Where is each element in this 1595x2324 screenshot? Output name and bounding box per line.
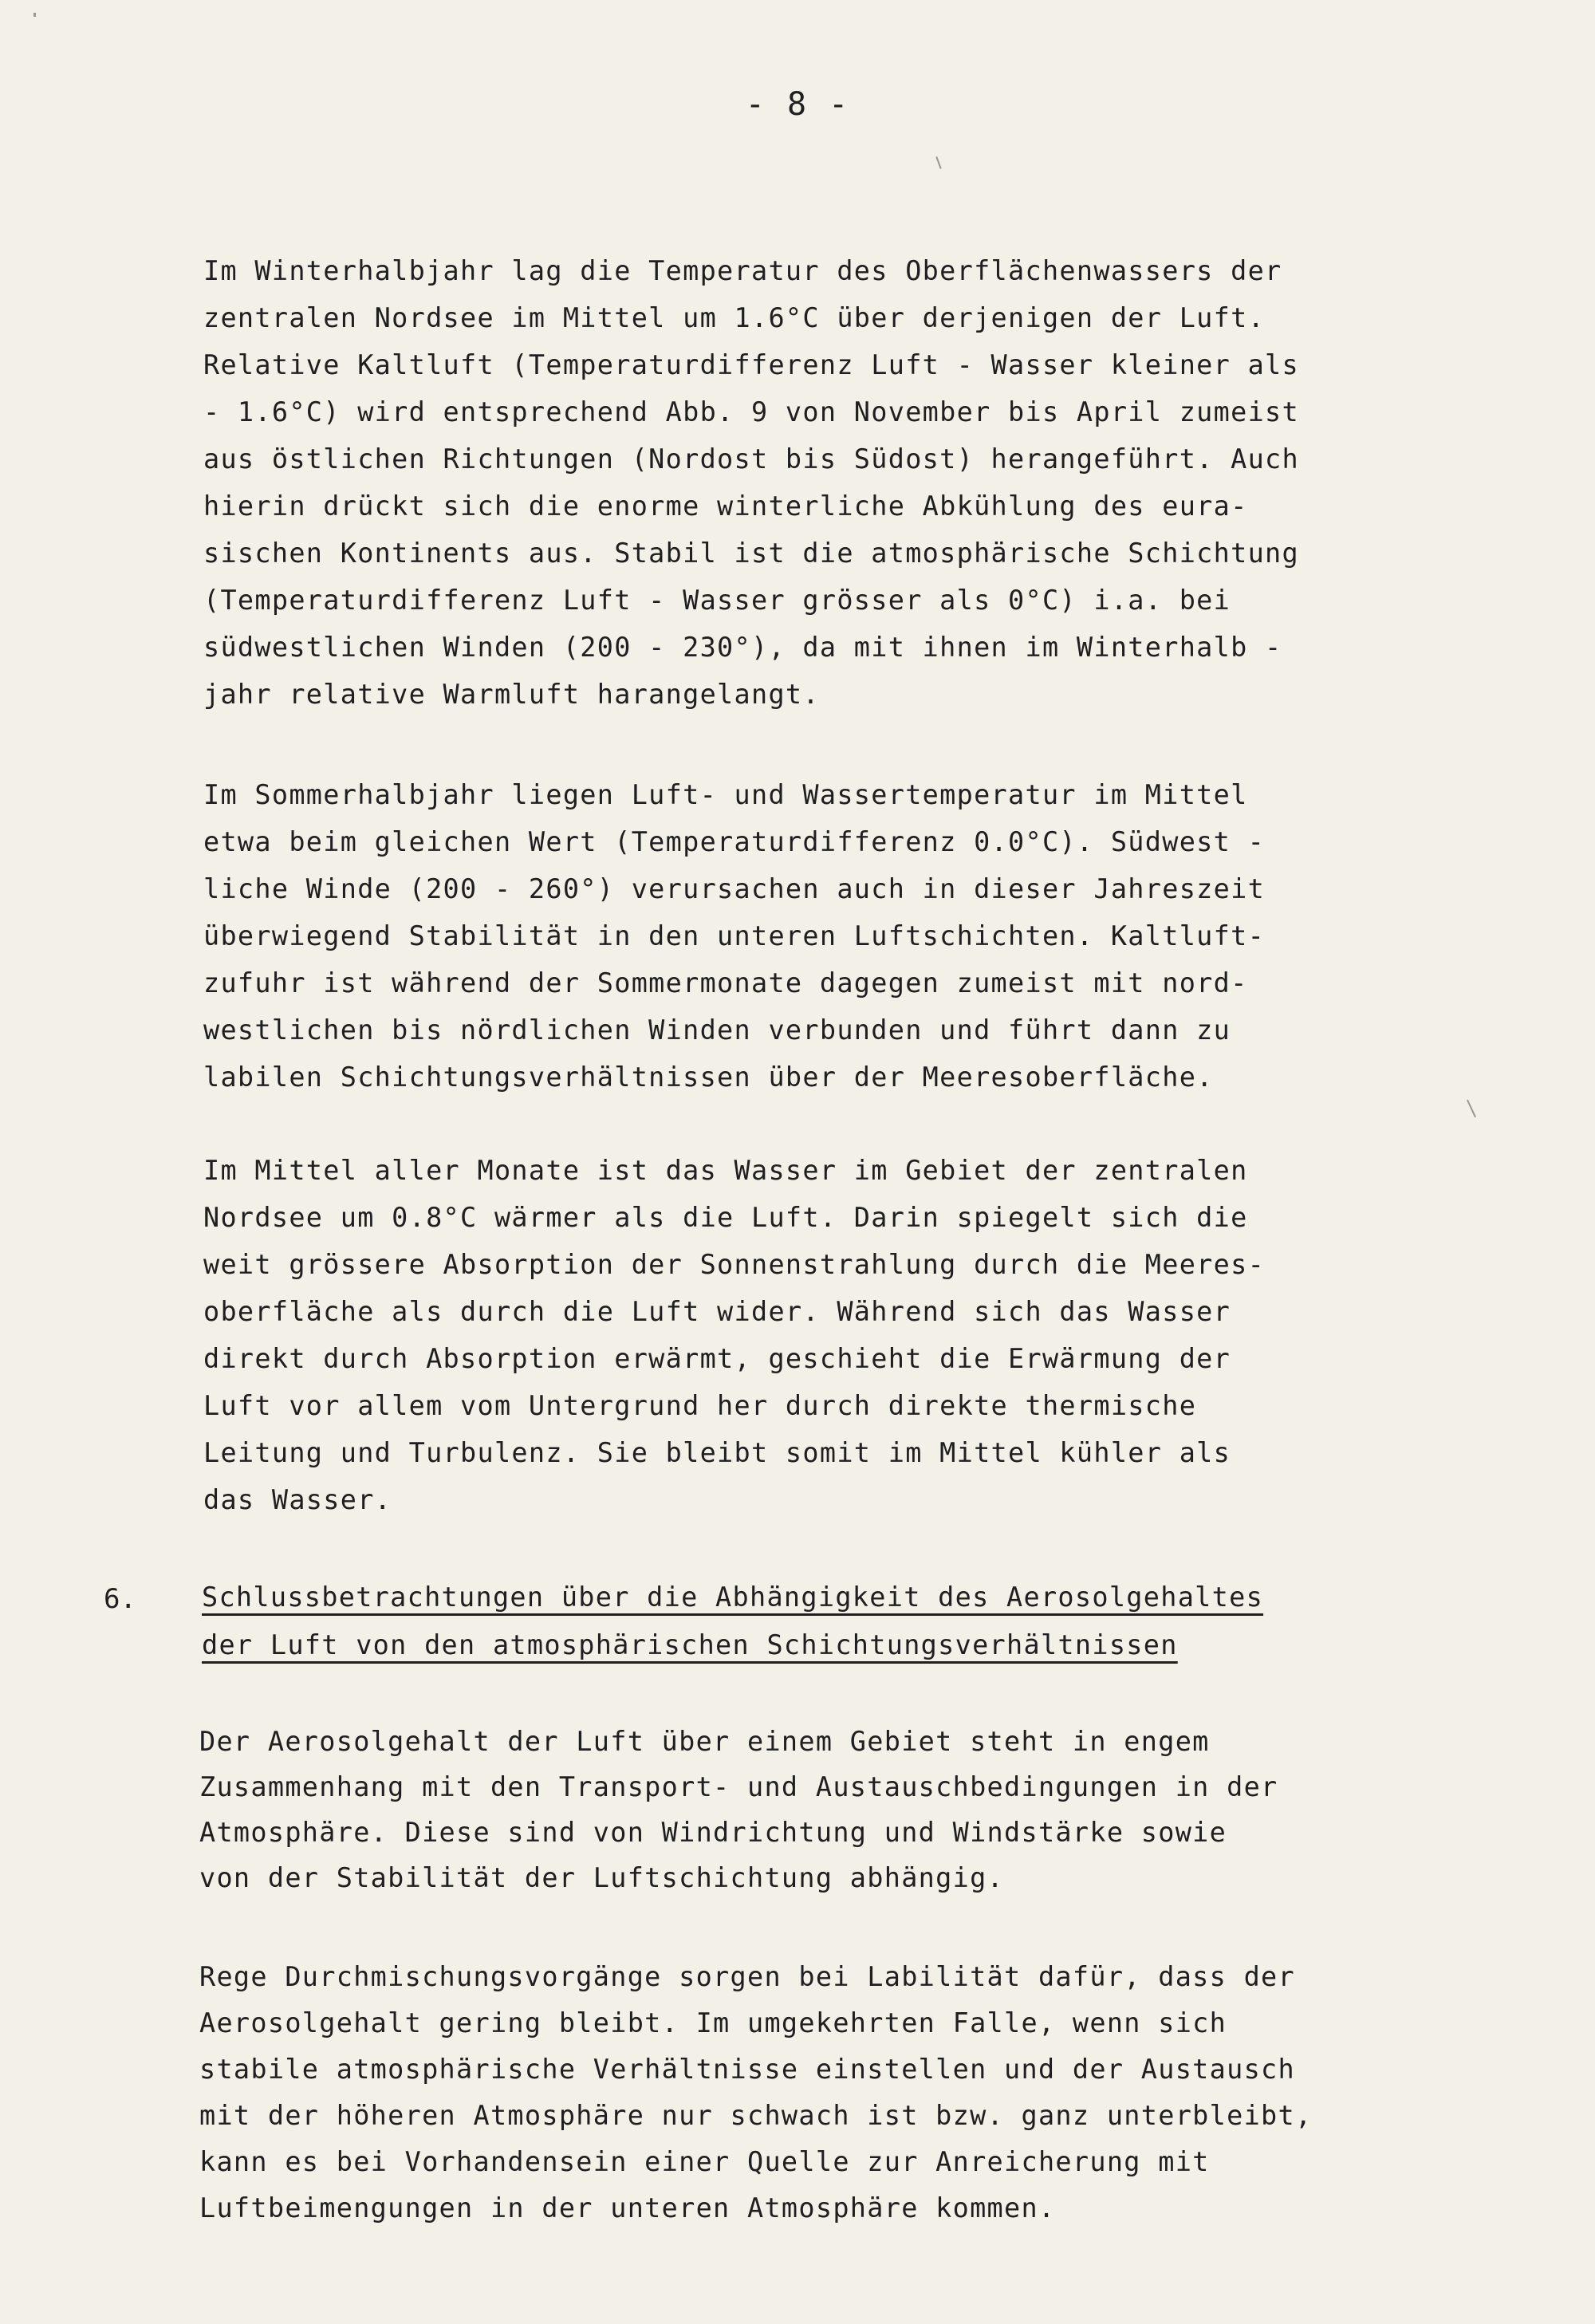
scan-mark [935,156,941,169]
section-heading-line: der Luft von den atmosphärischen Schichtungsverhältnissen [202,1629,1178,1660]
text-line: oberfläche als durch die Luft wider. Während sich das Wasser [203,1296,1231,1327]
text-line: Im Mittel aller Monate ist das Wasser im Gebiet der zentralen [203,1155,1248,1186]
text-line: zentralen Nordsee im Mittel um 1.6°C über derjenigen der Luft. [203,302,1266,333]
paragraph-mixing [199,1954,1443,2231]
text-line: südwestlichen Winden (200 - 230°), da mit ihnen im Winterhalb - [203,632,1282,663]
text-line: labilen Schichtungsverhältnissen über der Meeresoberfläche. [203,1062,1214,1093]
text-line: Nordsee um 0.8°C wärmer als die Luft. Darin spiegelt sich die [203,1202,1248,1233]
text-line: Aerosolgehalt gering bleibt. Im umgekehrten Falle, wenn sich [199,2007,1227,2038]
text-line: aus östlichen Richtungen (Nordost bis Südost) herangeführt. Auch [203,443,1299,475]
text-line: Leitung und Turbulenz. Sie bleibt somit im Mittel kühler als [203,1437,1231,1468]
text-line: - 1.6°C) wird entsprechend Abb. 9 von November bis April zumeist [203,396,1299,427]
paragraph-winter [203,247,1447,718]
text-line: weit grössere Absorption der Sonnenstrahlung durch die Meeres- [203,1249,1266,1280]
paragraph-summer [203,771,1447,1101]
page-number: - 8 - [745,86,850,123]
scan-mark [1467,1100,1476,1118]
text-line: Im Winterhalbjahr lag die Temperatur des Oberflächenwassers der [203,255,1282,286]
text-line: das Wasser. [203,1484,392,1515]
text-line: Luft vor allem vom Untergrund her durch direkte thermische [203,1390,1197,1421]
text-line: mit der höheren Atmosphäre nur schwach ist bzw. ganz unterbleibt, [199,2100,1313,2131]
text-line: überwiegend Stabilität in den unteren Luftschichten. Kaltluft- [203,920,1266,951]
paragraph-aerosol-content [199,1719,1443,1901]
section-heading-line: Schlussbetrachtungen über die Abhängigkeit des Aerosolgehaltes [202,1582,1264,1613]
text-line: jahr relative Warmluft harangelangt. [203,679,820,710]
text-line: Der Aerosolgehalt der Luft über einem Gebiet steht in engem [199,1726,1210,1757]
paragraph-annual-mean [203,1147,1447,1523]
text-line: westlichen bis nördlichen Winden verbunden und führt dann zu [203,1014,1231,1046]
text-line: Atmosphäre. Diese sind von Windrichtung und Windstärke sowie [199,1817,1227,1848]
section-heading [202,1574,1446,1669]
text-line: sischen Kontinents aus. Stabil ist die atmosphärische Schichtung [203,538,1299,569]
text-line: kann es bei Vorhandensein einer Quelle zur Anreicherung mit [199,2146,1210,2177]
text-line: (Temperaturdifferenz Luft - Wasser grösser als 0°C) i.a. bei [203,585,1231,616]
text-line: von der Stabilität der Luftschichtung abhängig. [199,1862,1005,1893]
text-line: direkt durch Absorption erwärmt, geschieht die Erwärmung der [203,1343,1231,1374]
text-line: etwa beim gleichen Wert (Temperaturdifferenz 0.0°C). Südwest - [203,826,1266,857]
text-line: Luftbeimengungen in der unteren Atmosphäre kommen. [199,2192,1056,2224]
text-line: zufuhr ist während der Sommermonate dagegen zumeist mit nord- [203,967,1248,999]
section-number: 6. [104,1583,136,1615]
scan-mark [33,13,36,17]
text-line: Relative Kaltluft (Temperaturdifferenz Luft - Wasser kleiner als [203,349,1299,380]
text-line: hierin drückt sich die enorme winterliche Abkühlung des eura- [203,490,1248,522]
text-line: liche Winde (200 - 260°) verursachen auch in dieser Jahreszeit [203,873,1266,904]
text-line: stabile atmosphärische Verhältnisse einstellen und der Austausch [199,2054,1295,2085]
text-line: Im Sommerhalbjahr liegen Luft- und Wassertemperatur im Mittel [203,779,1248,810]
text-line: Rege Durchmischungsvorgänge sorgen bei Labilität dafür, dass der [199,1961,1295,1992]
text-line: Zusammenhang mit den Transport- und Austauschbedingungen in der [199,1771,1278,1802]
